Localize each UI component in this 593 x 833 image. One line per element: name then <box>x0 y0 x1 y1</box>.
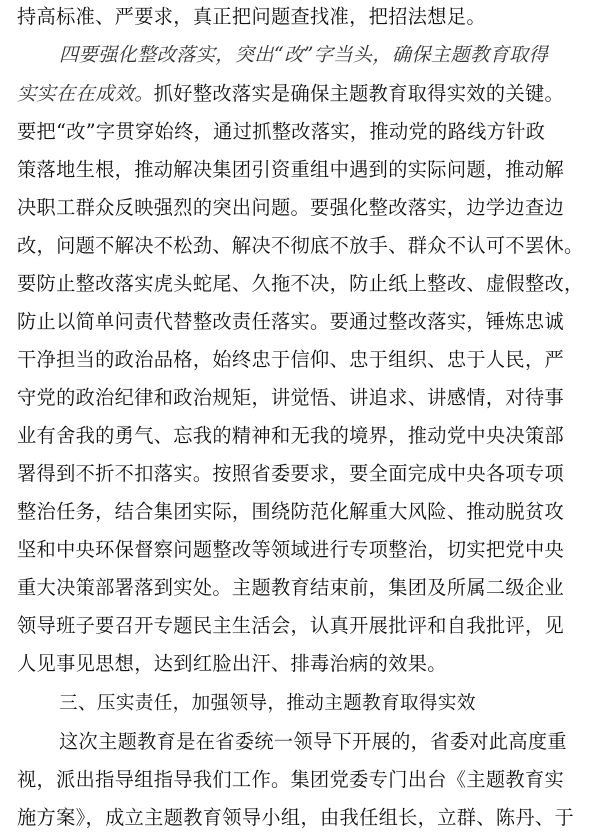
paragraph-line <box>17 421 564 451</box>
body-text: 抓好整改落实是确保主题教育取得实效的关键。 <box>153 82 565 105</box>
paragraph-line <box>17 307 564 337</box>
section-heading <box>59 689 476 719</box>
paragraph-line <box>17 345 564 375</box>
body-text: 署得到不折不扣落实。按照省委要求，要全面完成中央各项专项 <box>17 462 565 485</box>
paragraph-line <box>17 459 564 489</box>
body-text: 要防止整改落实虎头蛇尾、久拖不决，防止纸上整改、虚假整改， <box>17 272 584 295</box>
paragraph-line-emphasis <box>59 40 548 70</box>
body-text: 决职工群众反映强烈的突出问题。要强化整改落实，边学边查边 <box>17 196 565 219</box>
paragraph-line <box>17 231 584 261</box>
body-text: 人见事见思想，达到红脸出汗、排毒治病的效果。 <box>17 652 447 675</box>
paragraph-line <box>17 117 545 147</box>
body-text: 策落地生根，推动解决集团引资重组中遇到的实际问题，推动解 <box>17 158 565 181</box>
emphasis-text: 四要强化整改落实，突出“改”字当头，确保主题教育取得 <box>59 43 549 66</box>
paragraph-line <box>17 535 564 565</box>
paragraph-line <box>17 497 564 527</box>
body-text: 施方案》，成立主题教育领导小组，由我任组长，立群、陈丹、于 <box>17 806 574 829</box>
body-text: 视，派出指导组指导我们工作。集团党委专门出台《主题教育实 <box>17 768 565 791</box>
paragraph-line <box>17 649 447 679</box>
paragraph-line <box>17 383 564 413</box>
paragraph-line <box>17 155 564 185</box>
body-text: 重大决策部署落到实处。主题教育结束前，集团及所属二级企业 <box>17 576 565 599</box>
body-text: 干净担当的政治品格，始终忠于信仰、忠于组织、忠于人民，严 <box>17 348 565 371</box>
section-heading-text: 三、压实责任，加强领导，推动主题教育取得实效 <box>59 693 476 714</box>
body-text: 改，问题不解决不松劲、解决不彻底不放手、群众不认可不罢休。 <box>17 234 584 257</box>
body-text: 要把“改”字贯穿始终，通过抓整改落实，推动党的路线方针政 <box>17 120 546 143</box>
body-text: 守党的政治纪律和政治规矩，讲觉悟、讲追求、讲感情，对待事 <box>17 386 565 409</box>
body-text: 坚和中央环保督察问题整改等领域进行专项整治，切实把党中央 <box>17 538 565 561</box>
paragraph-line <box>17 573 564 603</box>
body-text: 持高标准、严要求，真正把问题查找准，把招法想足。 <box>17 5 486 28</box>
paragraph-line <box>17 611 564 641</box>
paragraph-line <box>17 193 564 223</box>
paragraph-line <box>17 79 564 109</box>
body-text: 这次主题教育是在省委统一领导下开展的，省委对此高度重 <box>59 730 567 753</box>
paragraph-line <box>17 2 486 32</box>
paragraph-line <box>17 765 564 795</box>
paragraph-line <box>17 803 574 833</box>
body-text: 整治任务，结合集团实际，围绕防范化解重大风险、推动脱贫攻 <box>17 500 565 523</box>
paragraph-line <box>17 269 584 299</box>
paragraph-line <box>59 727 567 757</box>
body-text: 领导班子要召开专题民主生活会，认真开展批评和自我批评，见 <box>17 614 565 637</box>
emphasis-text: 实实在在成效。 <box>17 82 154 105</box>
body-text: 业有舍我的勇气、忘我的精神和无我的境界，推动党中央决策部 <box>17 424 565 447</box>
body-text: 防止以简单问责代替整改责任落实。要通过整改落实，锤炼忠诚 <box>17 310 565 333</box>
